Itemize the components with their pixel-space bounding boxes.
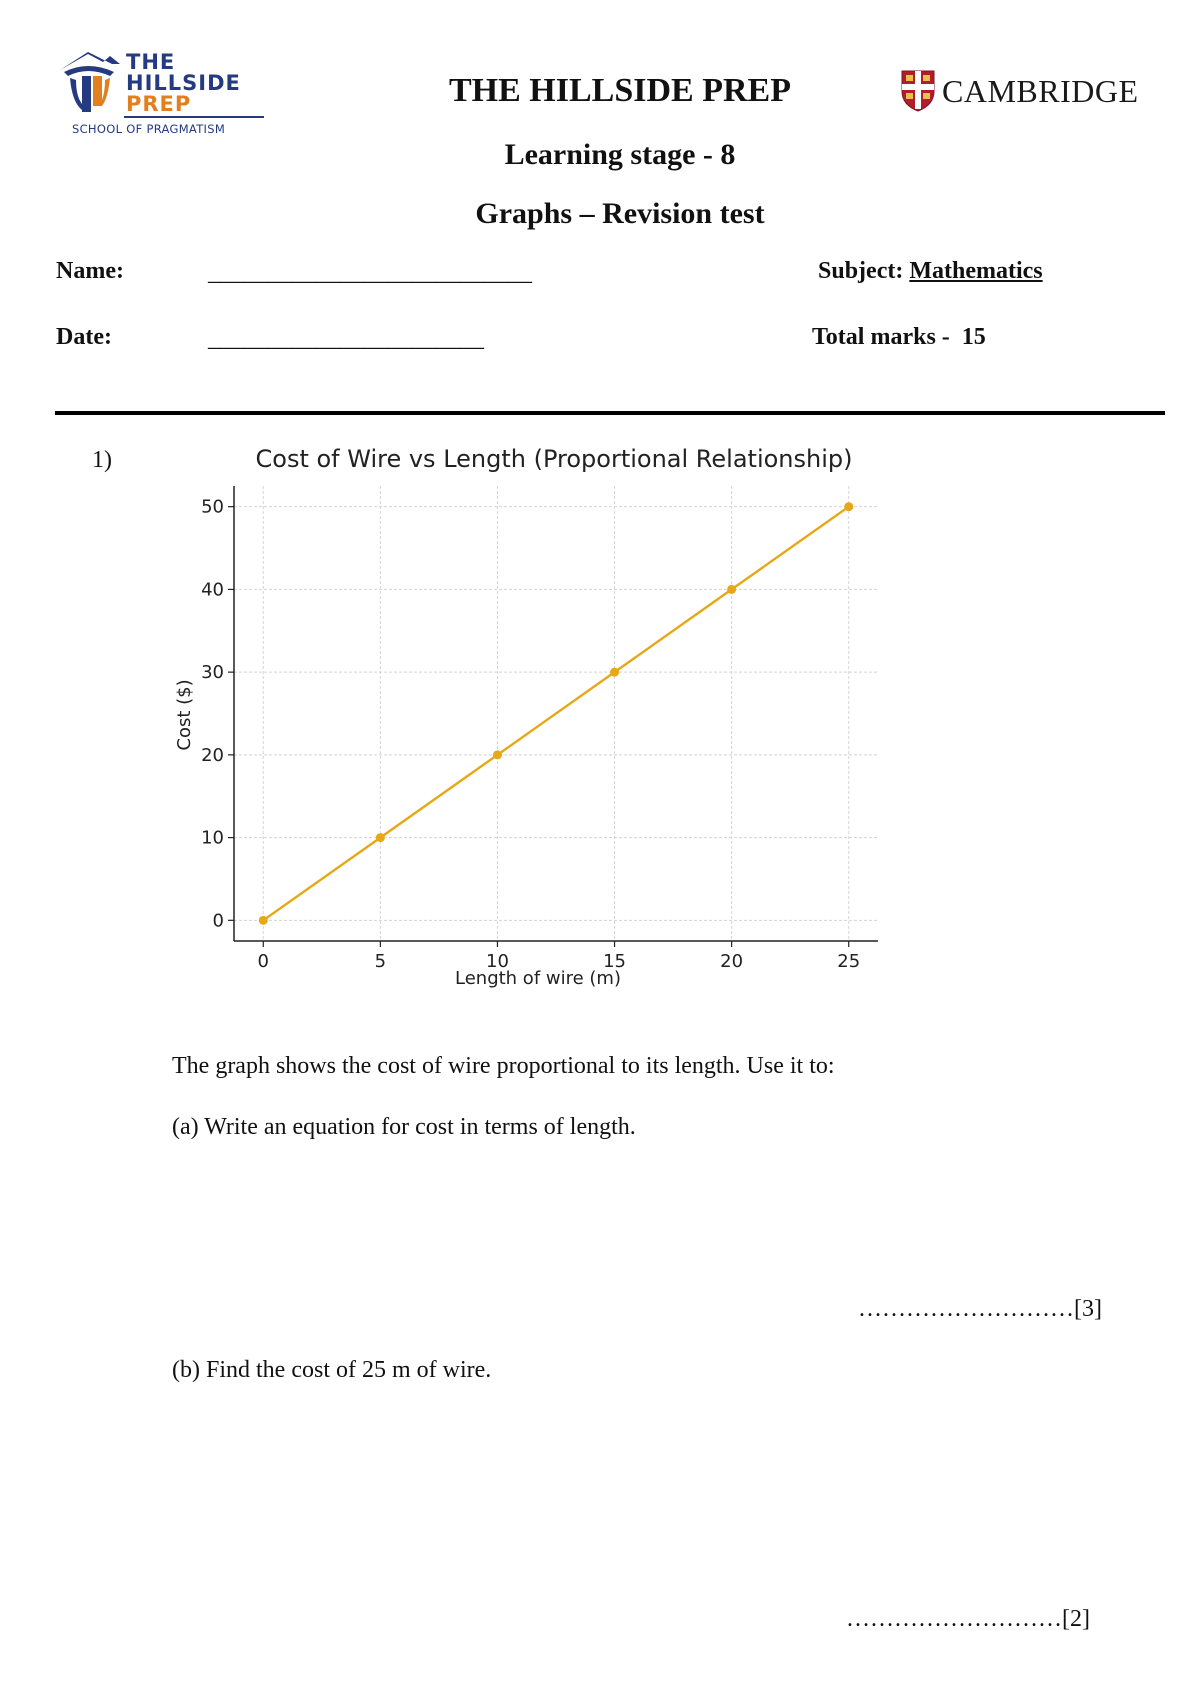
cambridge-logo (900, 68, 1139, 114)
x-tick-label: 25 (837, 951, 861, 972)
series-line (263, 507, 848, 921)
y-tick-label: 40 (201, 579, 224, 601)
x-tick-label: 15 (603, 951, 626, 972)
data-point (610, 668, 619, 677)
chart-title: Cost of Wire vs Length (Proportional Relationship) (255, 445, 853, 473)
data-point (259, 916, 268, 925)
total-marks (812, 324, 986, 351)
name-blank[interactable]: ___________________________ (208, 260, 532, 286)
cambridge-shield-icon (900, 69, 936, 113)
logo-line-1: THE (126, 50, 176, 74)
learning-stage: Learning stage - 8 (504, 138, 736, 171)
logo-line-3: PREP (126, 92, 192, 116)
y-tick-label: 50 (201, 496, 224, 518)
subject-label: Subject: (818, 258, 904, 284)
x-tick-label: 20 (720, 951, 744, 972)
logo-line-2: HILLSIDE (126, 71, 241, 95)
cost-vs-length-chart (160, 440, 900, 1010)
date-label: Date: (56, 324, 112, 350)
subject-value: Mathematics (909, 258, 1043, 284)
total-marks-label: Total marks - (812, 324, 956, 350)
question-part-b: (b) Find the cost of 25 m of wire. (172, 1357, 492, 1383)
y-tick-label: 0 (212, 910, 224, 932)
test-title: Graphs – Revision test (475, 197, 765, 230)
school-title: THE HILLSIDE PREP (449, 72, 791, 109)
subject-field (818, 258, 1043, 285)
header-rule (55, 411, 1165, 415)
total-marks-value: 15 (961, 324, 986, 350)
date-blank[interactable]: _______________________ (208, 326, 484, 352)
x-tick-label: 10 (486, 951, 509, 972)
question-number: 1) (92, 447, 112, 473)
data-point (727, 585, 736, 594)
data-point (844, 502, 853, 511)
question-intro: The graph shows the cost of wire proportional to its length. Use it to: (172, 1053, 835, 1079)
answer-line-a[interactable]: ………………………[3] (858, 1296, 1102, 1322)
y-axis-label: Cost ($) (174, 679, 195, 751)
y-tick-label: 10 (201, 827, 224, 849)
x-axis-label: Length of wire (m) (455, 968, 621, 989)
x-tick-label: 5 (374, 951, 387, 972)
data-point (493, 750, 502, 759)
data-point (376, 833, 385, 842)
answer-line-b[interactable]: ………………………[2] (846, 1606, 1090, 1632)
y-tick-label: 20 (201, 744, 224, 766)
x-tick-label: 0 (257, 951, 269, 972)
cambridge-wordmark: CAMBRIDGE (942, 72, 1139, 109)
y-tick-label: 30 (201, 662, 224, 684)
name-label: Name: (56, 258, 124, 284)
logo-tagline: SCHOOL OF PRAGMATISM (72, 122, 226, 136)
logo-divider (124, 116, 264, 118)
question-part-a: (a) Write an equation for cost in terms of length. (172, 1114, 636, 1140)
